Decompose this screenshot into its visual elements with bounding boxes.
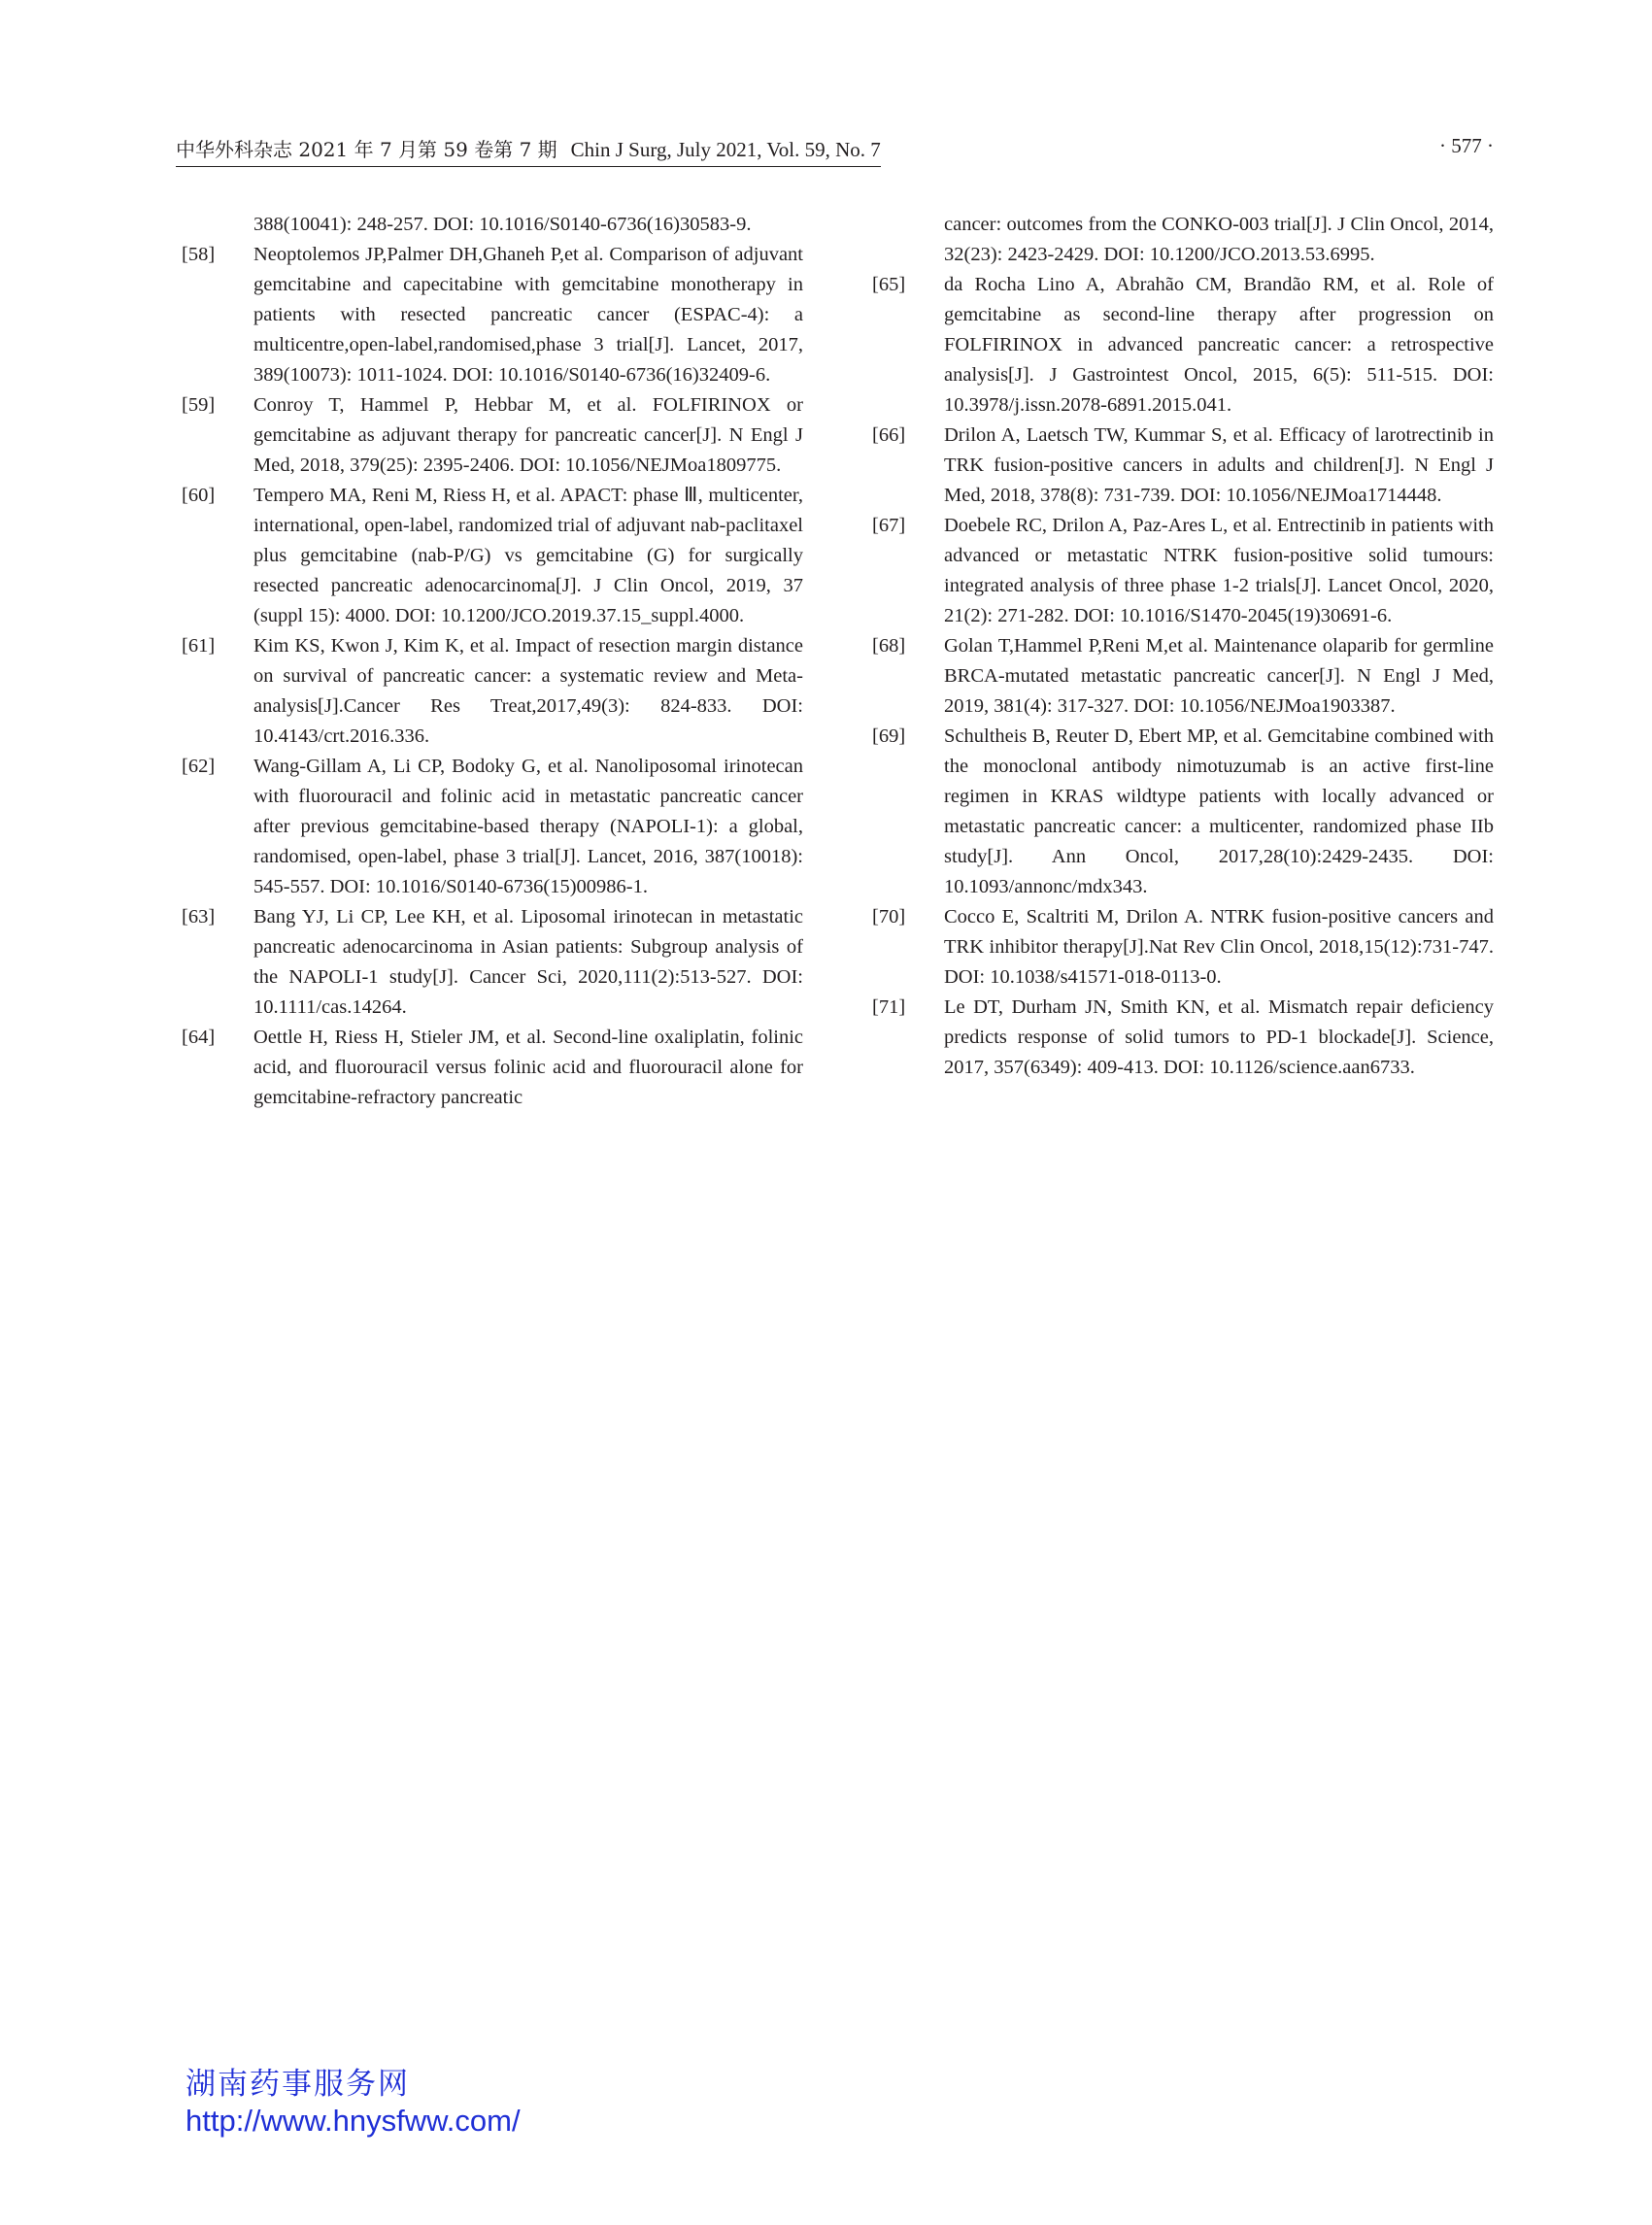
ref-text: Doebele RC, Drilon A, Paz-Ares L, et al. Entrectinib in patients with advanced or metastatic NTRK fusion-positive solid tumours: integrated analysis of three phase 1-2 trials[J]. Lancet Oncol, 2020, 21(2): 271-282. DOI: 10.1016/S1470-2045(19)30691-6.	[944, 515, 1494, 626]
ref-text: Conroy T, Hammel P, Hebbar M, et al. FOLFIRINOX or gemcitabine as adjuvant therapy for pancreatic cancer[J]. N Engl J Med, 2018, 379(25): 2395-2406. DOI: 10.1056/NEJMoa1809775.	[253, 394, 803, 476]
ref-number: [69]	[872, 725, 906, 747]
ref-number: [67]	[872, 515, 906, 536]
ref-68	[872, 631, 1494, 722]
ref-66	[872, 421, 1494, 511]
right-column	[872, 210, 1494, 1083]
ref-59	[182, 390, 803, 481]
ref-69	[872, 722, 1494, 902]
ref-number: [65]	[872, 274, 906, 295]
ref-58	[182, 240, 803, 390]
ref-number: [70]	[872, 906, 906, 927]
ref-text: Golan T,Hammel P,Reni M,et al. Maintenance olaparib for germline BRCA-mutated metastatic pancreatic cancer[J]. N Engl J Med, 2019, 381(4): 317-327. DOI: 10.1056/NEJMoa1903387.	[944, 635, 1494, 717]
ref-text: Oettle H, Riess H, Stieler JM, et al. Second-line oxaliplatin, folinic acid, and fluorouracil versus folinic acid and fluorouracil alone for gemcitabine-refractory pancreatic	[253, 1027, 803, 1108]
ref-number: [59]	[182, 394, 216, 416]
ref-text: Kim KS, Kwon J, Kim K, et al. Impact of resection margin distance on survival of pancreatic cancer: a systematic review and Meta-analysis[J].Cancer Res Treat,2017,49(3): 824-833. DOI: 10.4143/crt.2016.336.	[253, 635, 803, 747]
running-header	[176, 134, 1494, 165]
ref-number: [68]	[872, 635, 906, 657]
ref-67	[872, 511, 1494, 631]
ref-text: Cocco E, Scaltriti M, Drilon A. NTRK fusion-positive cancers and TRK inhibitor therapy[J].Nat Rev Clin Oncol, 2018,15(12):731-747. DOI: 10.1038/s41571-018-0113-0.	[944, 906, 1494, 988]
ref-text: 388(10041): 248-257. DOI: 10.1016/S0140-6736(16)30583-9.	[253, 214, 752, 235]
left-column	[182, 210, 803, 1113]
ref-text: Neoptolemos JP,Palmer DH,Ghaneh P,et al. Comparison of adjuvant gemcitabine and capecitabine with gemcitabine monotherapy in patients with resected pancreatic cancer (ESPAC-4): a multicentre,open-label,randomised,phase 3 trial[J]. Lancet, 2017, 389(10073): 1011-1024. DOI: 10.1016/S0140-6736(16)32409-6.	[253, 244, 803, 386]
ref-62	[182, 752, 803, 902]
ref-number: [58]	[182, 244, 216, 265]
page-number: · 577 ·	[1439, 134, 1494, 157]
ref-70	[872, 902, 1494, 993]
ref-63	[182, 902, 803, 1023]
journal-citation	[176, 134, 881, 167]
ref-number: [66]	[872, 424, 906, 446]
ref-text: cancer: outcomes from the CONKO-003 trial[J]. J Clin Oncol, 2014, 32(23): 2423-2429. DOI: 10.1200/JCO.2013.53.6995.	[944, 214, 1494, 265]
ref-text: Le DT, Durham JN, Smith KN, et al. Mismatch repair deficiency predicts response of solid tumors to PD-1 blockade[J]. Science, 2017, 357(6349): 409-413. DOI: 10.1126/science.aan6733.	[944, 996, 1494, 1078]
watermark	[185, 2066, 521, 2140]
ref-60	[182, 481, 803, 631]
ref-number: [61]	[182, 635, 216, 657]
ref-71	[872, 993, 1494, 1083]
journal-title-en: Chin J Surg, July 2021, Vol. 59, No. 7	[570, 138, 881, 161]
ref-text: da Rocha Lino A, Abrahão CM, Brandão RM, et al. Role of gemcitabine as second-line therapy after progression on FOLFIRINOX in advanced pancreatic cancer: a retrospective analysis[J]. J Gastrointest Oncol, 2015, 6(5): 511-515. DOI: 10.3978/j.issn.2078-6891.2015.041.	[944, 274, 1494, 416]
watermark-url-link[interactable]: http://www.hnysfww.com/	[185, 2104, 521, 2138]
ref-65	[872, 270, 1494, 421]
ref-number: [62]	[182, 756, 216, 777]
ref-64	[182, 1023, 803, 1113]
ref-number: [64]	[182, 1027, 216, 1048]
journal-title-cn: 中华外科杂志 2021 年 7 月第 59 卷第 7 期	[176, 138, 557, 161]
ref-text: Drilon A, Laetsch TW, Kummar S, et al. Efficacy of larotrectinib in TRK fusion-positive cancers in adults and children[J]. N Engl J Med, 2018, 378(8): 731-739. DOI: 10.1056/NEJMoa1714448.	[944, 424, 1494, 506]
ref-number: [60]	[182, 485, 216, 506]
ref-continuation-left	[182, 210, 803, 240]
ref-continuation-right	[872, 210, 1494, 270]
watermark-site-name: 湖南药事服务网	[185, 2067, 410, 2102]
ref-number: [63]	[182, 906, 216, 927]
ref-text: Bang YJ, Li CP, Lee KH, et al. Liposomal irinotecan in metastatic pancreatic adenocarcinoma in Asian patients: Subgroup analysis of the NAPOLI-1 study[J]. Cancer Sci, 2020,111(2):513-527. DOI: 10.1111/cas.14264.	[253, 906, 803, 1018]
ref-61	[182, 631, 803, 752]
ref-text: Schultheis B, Reuter D, Ebert MP, et al. Gemcitabine combined with the monoclonal antibody nimotuzumab is an active first-line regimen in KRAS wildtype patients with locally advanced or metastatic pancreatic cancer: a multicenter, randomized phase IIb study[J]. Ann Oncol, 2017,28(10):2429-2435. DOI: 10.1093/annonc/mdx343.	[944, 725, 1494, 897]
ref-text: Tempero MA, Reni M, Riess H, et al. APACT: phase Ⅲ, multicenter, international, open-label, randomized trial of adjuvant nab-paclitaxel plus gemcitabine (nab-P/G) vs gemcitabine (G) for surgically resected pancreatic adenocarcinoma[J]. J Clin Oncol, 2019, 37 (suppl 15): 4000. DOI: 10.1200/JCO.2019.37.15_suppl.4000.	[253, 485, 803, 626]
ref-text: Wang-Gillam A, Li CP, Bodoky G, et al. Nanoliposomal irinotecan with fluorouracil and folinic acid in metastatic pancreatic cancer after previous gemcitabine-based therapy (NAPOLI-1): a global, randomised, open-label, phase 3 trial[J]. Lancet, 2016, 387(10018): 545-557. DOI: 10.1016/S0140-6736(15)00986-1.	[253, 756, 803, 897]
ref-number: [71]	[872, 996, 906, 1018]
